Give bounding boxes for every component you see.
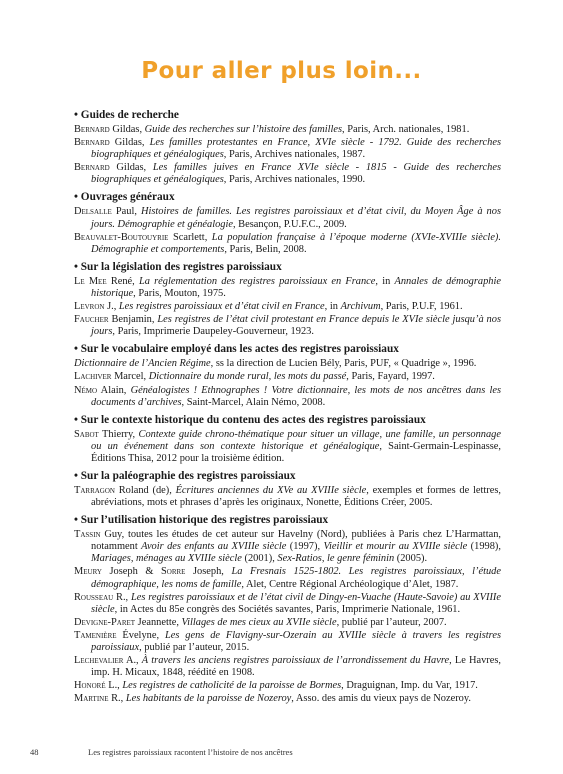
author-name: Bernard (74, 137, 110, 149)
author-name: Martine (74, 693, 109, 705)
section-heading: • Sur la législation des registres paroissiaux (74, 260, 282, 273)
entry-text: , Paris, Belin, 2008. (224, 243, 307, 255)
entry-text: L., (105, 680, 123, 692)
work-title: Dictionnaire de l’Ancien Régime (74, 358, 211, 370)
author-name: Tamenière (74, 629, 117, 641)
entry-text: , Paris, Archives nationales, 1987. (223, 149, 366, 161)
entry-text: Gildas, (109, 162, 153, 174)
bibliography-entry (74, 276, 501, 300)
work-title: Archivum (340, 301, 381, 313)
bibliography-entry (74, 680, 501, 692)
work-title: Villages de mes cieux au XVIIe siècle (181, 616, 337, 628)
bibliography-entry (74, 314, 501, 338)
entry-text: René, (106, 275, 139, 287)
author-name: Lachiver (74, 371, 112, 383)
author-name: Némo (74, 384, 98, 396)
work-title: Dictionnaire du monde rural, les mots du passé (148, 371, 347, 383)
entry-text: , Besançon, P.U.F.C., 2009. (232, 218, 347, 230)
bibliography-entry (74, 358, 501, 370)
entry-text: , ss la direction de Lucien Bély, Paris, PUF, « Quadrige », 1996. (210, 358, 477, 370)
work-title: Généalogistes ! Ethnographes ! Votre dictionnaire, les mots de nos ancêtres dans les documents d’archives (91, 384, 501, 408)
bibliography-entry (74, 630, 501, 654)
entry-text: , in (324, 301, 341, 313)
work-title: Guide des recherches sur l’histoire des familles (144, 124, 343, 135)
entry-text: Scarlett, (168, 231, 212, 243)
bibliography-entry (74, 206, 501, 230)
bibliography (74, 109, 501, 706)
work-title: Les registres de l’état civil protestant en France depuis le XVIe siècle jusqu’à nos jours (91, 314, 501, 338)
entry-text: J., (104, 301, 119, 313)
entry-text: , Paris, Archives nationales, 1990. (223, 174, 366, 186)
entry-text: A., (123, 655, 142, 667)
bibliography-section (74, 109, 501, 186)
section-heading: • Ouvrages généraux (74, 191, 175, 204)
author-name: Beauvalet-Boutouyrie (74, 231, 169, 243)
bibliography-entry (74, 485, 501, 509)
author-name: Delsalle (74, 206, 112, 218)
entry-text: Joseph, (185, 566, 232, 578)
work-title: La Fresnais 1525-1802. Les registres paroissiaux, l’étude démographique, les noms de famille (91, 566, 501, 590)
entry-text: , exemples et formes de lettres, abréviations, mots et phrases d’après les originaux, Nonette, Éditions Créer, 2005. (91, 484, 501, 509)
entry-text: Joseph & (101, 566, 161, 578)
bibliography-entry (74, 301, 501, 313)
author-name: Tarragon (74, 484, 115, 496)
entry-text: , Le Havres, imp. H. Micaux, 1848, réédité en 1908. (91, 655, 501, 679)
entry-text: , Draguignan, Imp. du Var, 1917. (341, 680, 478, 692)
bibliography-section (74, 191, 501, 255)
bibliography-entry (74, 429, 501, 465)
work-title: La population française à l’époque moderne (XVIe-XVIIIe siècle). Démographie et comportements (91, 231, 501, 255)
entry-text: Évelyne, (116, 629, 165, 641)
work-title: Les habitants de la paroisse de Nozeroy (125, 693, 292, 705)
author-name: Devigne-Paret (74, 616, 136, 628)
author-name: Rousseau (74, 591, 114, 603)
work-title: Vieillir et mourir au XVIIIe siècle (323, 541, 468, 553)
entry-text: R., (108, 693, 126, 705)
section-heading: • Sur la paléographie des registres paroissiaux (74, 469, 296, 482)
author-name: Bernard (74, 124, 110, 135)
entry-text: (1997), (286, 541, 324, 553)
entry-text: , Saint-Germain-Lespinasse, Éditions Thisa, 2012 pour la troisième édition. (91, 440, 501, 464)
bibliography-entry (74, 592, 501, 616)
author-name: Le Mee (74, 275, 107, 287)
entry-text: R., (113, 591, 131, 603)
entry-text: , Paris, Imprimerie Daupeley-Gouverneur, 1923. (112, 326, 314, 338)
section-heading: • Guides de recherche (74, 109, 179, 121)
bibliography-entry (74, 617, 501, 629)
page-title: Pour aller plus loin... (141, 58, 422, 84)
entry-text: Roland (de), (114, 484, 176, 496)
bibliography-section (74, 414, 501, 465)
work-title: Avoir des enfants au XVIIIe siècle (141, 541, 287, 553)
bibliography-section (74, 261, 501, 338)
entry-text: , Paris, P.U.F, 1961. (380, 301, 463, 313)
work-title: Les registres de catholicité de la paroisse de Bormes (122, 680, 342, 692)
work-title: Annales de démographie historique (91, 275, 501, 299)
work-title: La réglementation des registres paroissiaux en France (138, 275, 376, 287)
entry-text: , Alet, Centre Régional Archéologique d’Alet, 1987. (241, 578, 459, 590)
entry-text: , in Actes du 85e congrès des Sociétés savantes, Paris, Imprimerie Nationale, 1961. (114, 603, 461, 615)
bibliography-section (74, 470, 501, 509)
entry-text: , Paris, Arch. nationales, 1981. (342, 124, 470, 135)
bibliography-entry (74, 385, 501, 409)
bibliography-entry (74, 529, 501, 565)
entry-text: , publié par l’auteur, 2015. (139, 642, 250, 653)
bibliography-section (74, 343, 501, 408)
work-title: Mariages, ménages au XVIIIe siècle (91, 553, 242, 565)
entry-text: , publié par l’auteur, 2007. (336, 616, 447, 628)
work-title: Les gens de Flavigny-sur-Ozerain au XVIIIe siècle à travers les registres paroissiaux (91, 629, 501, 653)
entry-text: , Paris, Fayard, 1997. (346, 371, 435, 383)
author-name: Lechevalier (74, 655, 124, 667)
bibliography-entry (74, 124, 501, 136)
bibliography-entry (74, 693, 501, 705)
author-name: Honoré (74, 680, 106, 692)
entry-text: Gildas, (109, 137, 150, 149)
bibliography-section (74, 514, 501, 705)
entry-text: (2001), (241, 553, 278, 565)
bibliography-entry (74, 137, 501, 161)
author-name: Tassin (74, 529, 101, 541)
entry-text: , Paris, Mouton, 1975. (133, 287, 226, 299)
entry-text: , in (375, 275, 395, 287)
entry-text: Guy, toutes les études de cet auteur sur Havelny (Nord), publiées à Paris chez L’Harmattan, notamment (91, 529, 501, 553)
page-footer (30, 747, 293, 757)
bibliography-entry (74, 655, 501, 679)
work-title: Contexte guide chrono-thématique pour situer un village, une famille, un personnage ou un événement dans son contexte historique et généalogique (91, 428, 501, 452)
entry-text: Paul, (111, 206, 141, 218)
author-name: Sorre (160, 566, 186, 578)
entry-text: (2005). (394, 553, 428, 565)
entry-text: (1998), (467, 541, 501, 553)
entry-text: Jeannette, (135, 616, 182, 628)
entry-text: Gildas, (109, 124, 145, 135)
author-name: Faucher (74, 314, 109, 326)
page-number: 48 (30, 747, 39, 757)
entry-text: , Saint-Marcel, Alain Némo, 2008. (181, 396, 326, 408)
author-name: Sabot (74, 428, 99, 440)
work-title: Les registres paroissiaux et d’état civil en France (118, 301, 325, 313)
work-title: À travers les anciens registres paroissiaux de l’arrondissement du Havre (141, 655, 450, 667)
section-heading: • Sur l’utilisation historique des registres paroissiaux (74, 514, 329, 527)
author-name: Bernard (74, 162, 110, 174)
work-title: Les familles juives en France XVIe siècle - 1815 - Guide des recherches biographiques et généalogiques (91, 162, 501, 186)
work-title: Écritures anciennes du XVe au XVIIIe siècle (175, 484, 367, 496)
running-title: Les registres paroissiaux racontent l’histoire de nos ancêtres (88, 747, 293, 757)
work-title: Histoires de familles. Les registres paroissiaux et d’état civil, du Moyen Âge à nos jours. Démographie et généalogie (91, 206, 501, 230)
section-heading: • Sur le contexte historique du contenu des actes des registres paroissiaux (74, 413, 426, 426)
bibliography-entry (74, 566, 501, 590)
entry-text: Thierry, (98, 428, 139, 440)
section-heading: • Sur le vocabulaire employé dans les actes des registres paroissiaux (74, 343, 399, 356)
work-title: Les registres paroissiaux et de l’état civil de Dingy-en-Vuache (Haute-Savoie) au XVIIIe siècle (91, 591, 501, 615)
bibliography-entry (74, 371, 501, 383)
author-name: Levron (74, 301, 105, 313)
entry-text: Alain, (97, 384, 131, 396)
entry-text: Benjamin, (108, 314, 158, 326)
work-title: Les familles protestantes en France, XVIe siècle - 1792. Guide des recherches biographiques et généalogiques (91, 137, 502, 161)
entry-text: , Asso. des amis du vieux pays de Nozeroy. (291, 693, 471, 705)
entry-text: Marcel, (111, 371, 149, 383)
bibliography-entry (74, 232, 501, 256)
work-title: Sex-Ratios, le genre féminin (277, 553, 395, 565)
bibliography-entry (74, 162, 501, 186)
author-name: Meury (74, 566, 102, 578)
